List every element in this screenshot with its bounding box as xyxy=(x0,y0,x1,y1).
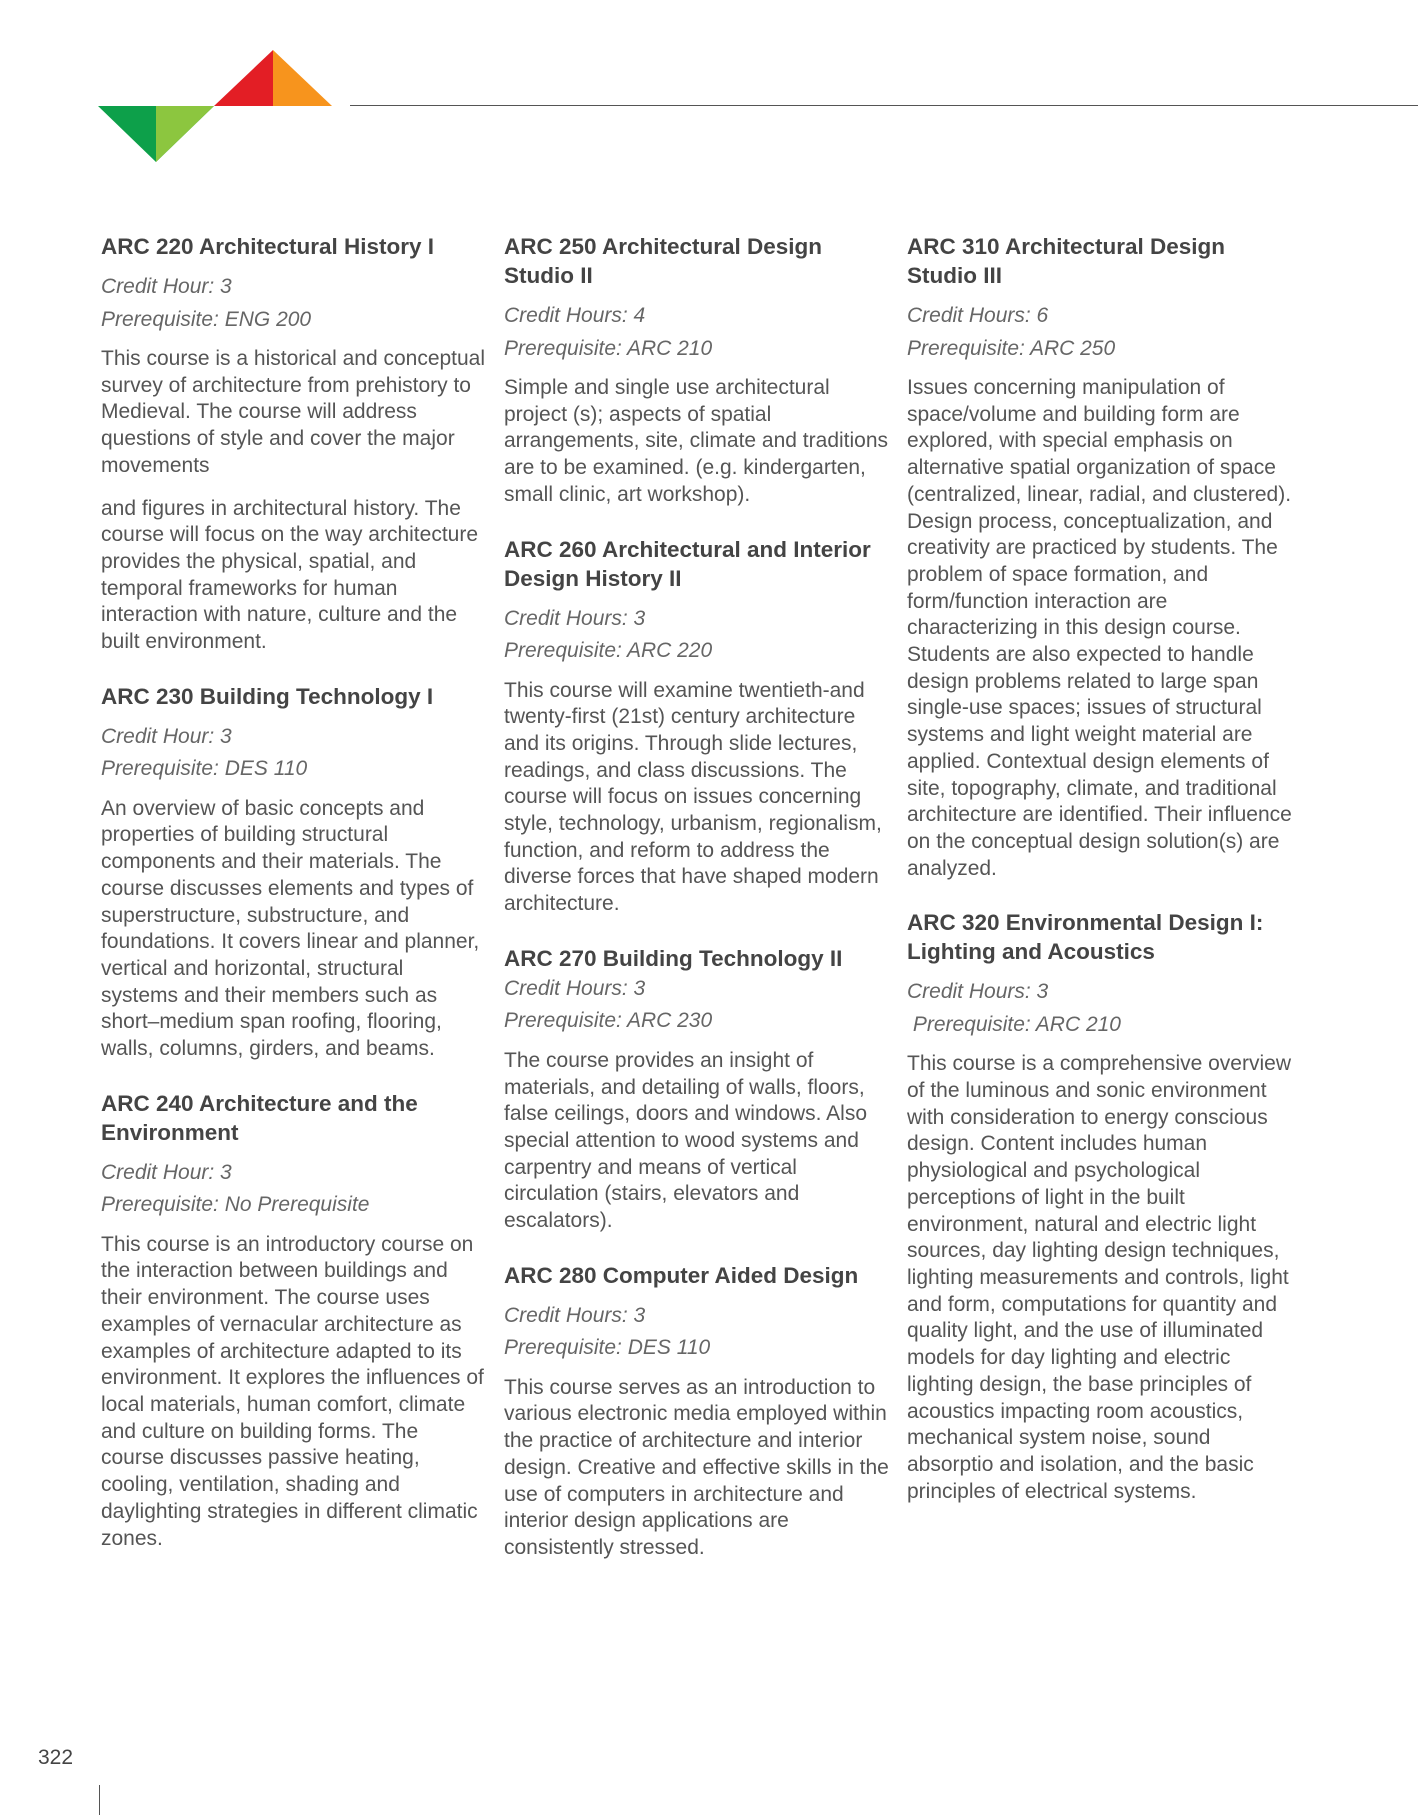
course-title: ARC 270 Building Technology II xyxy=(504,945,843,971)
header-rule xyxy=(350,105,1418,106)
course-title: ARC 310 Architectural Design Studio III xyxy=(907,234,1226,288)
credit-hours: Credit Hour: 3 xyxy=(101,1160,232,1184)
page-number: 322 xyxy=(38,1746,74,1769)
prerequisite: Prerequisite: DES 110 xyxy=(101,757,308,781)
course-arc-260 xyxy=(504,535,889,918)
course-title: ARC 260 Architectural and Interior Design History II xyxy=(504,536,871,591)
course-description: Issues concerning manipulation of space/volume and building form are explored, with special emphasis on alternative spatial organization of space (centralized, linear, radial, and clustered). Design process, conceptualization, and creativity are practiced by students. The problem of space formation, and form/function interaction are characterizing in this design course. Students are also expected to handle design problems related to large span single-use spaces; issues of structural systems and light weight material are applied. Contextual design elements of site, topography, climate, and traditional architecture are identified. Their influence on the conceptual design solution(s) are analyzed. xyxy=(907,376,1292,880)
course-column-2 xyxy=(504,232,889,1588)
prerequisite: Prerequisite: ARC 220 xyxy=(504,639,713,663)
course-title: ARC 230 Building Technology I xyxy=(101,683,434,709)
credit-hours: Credit Hour: 3 xyxy=(101,724,232,748)
course-description: This course serves as an introduction to various electronic media employed within the practice of architecture and interior design. Creative and effective skills in the use of computers in architecture and interior design applications are consistently stressed. xyxy=(504,1375,889,1559)
credit-hours: Credit Hours: 4 xyxy=(504,304,646,327)
course-column-1 xyxy=(101,232,486,1578)
red-triangle xyxy=(214,50,273,106)
course-description: An overview of basic concepts and properties of building structural components and their materials. The course discusses elements and types of superstructure, substructure, and foundations. It covers linear and planner, vertical and horizontal, structural systems and their members such as short–medium span roofing, flooring, walls, columns, girders, and beams. xyxy=(101,796,480,1061)
course-title: ARC 240 Architecture and the Environment xyxy=(101,1090,418,1145)
course-description: Simple and single use architectural project (s); aspects of spatial arrangements, site, climate and traditions are to be examined. (e.g. kindergarten, small clinic, art workshop). xyxy=(504,376,889,506)
course-column-3 xyxy=(907,232,1292,1531)
prerequisite: Prerequisite: ARC 210 xyxy=(504,336,713,360)
prerequisite: Prerequisite: No Prerequisite xyxy=(101,1193,370,1217)
course-arc-230 xyxy=(101,682,486,1063)
credit-hours: Credit Hours: 6 xyxy=(907,304,1049,327)
orange-triangle xyxy=(273,50,332,106)
footer-rule xyxy=(99,1785,100,1815)
course-description: This course is an introductory course on the interaction between buildings and their environment. The course uses examples of vernacular architecture as examples of architecture adapted to its environment. It explores the influences of local materials, human comfort, climate and culture on building forms. The course discusses passive heating, cooling, ventilation, shading and daylighting strategies in different climatic zones. xyxy=(101,1232,484,1550)
prerequisite: Prerequisite: DES 110 xyxy=(504,1336,711,1360)
credit-hours: Credit Hours: 3 xyxy=(907,980,1049,1004)
credit-hours: Credit Hour: 3 xyxy=(101,275,232,298)
prerequisite: Prerequisite: ENG 200 xyxy=(101,307,312,331)
course-title: ARC 220 Architectural History I xyxy=(101,234,435,259)
course-arc-280 xyxy=(504,1261,889,1562)
course-title: ARC 280 Computer Aided Design xyxy=(504,1262,859,1288)
course-description: This course will examine twentieth-and twenty-first (21st) century architecture and its origins. Through slide lectures, readings, and class discussions. The course will focus on issues concerning style, technology, urbanism, regionalism, function, and reform to address the diverse forces that have shaped modern architecture. xyxy=(504,678,882,916)
credit-hours: Credit Hours: 3 xyxy=(504,976,646,1000)
course-arc-240 xyxy=(101,1089,486,1552)
course-arc-220 xyxy=(101,232,486,656)
course-arc-250 xyxy=(504,232,889,509)
course-description: The course provides an insight of materials, and detailing of walls, floors, false ceilings, doors and windows. Also special attention to wood systems and carpentry and means of vertical circulation (stairs, elevators and escalators). xyxy=(504,1048,868,1233)
course-description: This course is a comprehensive overview of the luminous and sonic environment with consideration to energy conscious design. Content includes human physiological and psychological perceptions of light in the built environment, natural and electric light sources, day lighting design techniques, lighting measurements and controls, light and form, computations for quantity and quality light, and the use of illuminated models for day lighting and electric lighting design, the base principles of acoustics impacting room acoustics, mechanical system noise, sound absorptio and isolation, and the basic principles of electrical systems. xyxy=(907,1052,1291,1503)
course-arc-270 xyxy=(504,944,889,1235)
prerequisite: Prerequisite: ARC 210 xyxy=(907,1012,1121,1036)
prerequisite: Prerequisite: ARC 250 xyxy=(907,336,1116,360)
course-description-continued: and figures in architectural history. The course will focus on the way architecture provides the physical, spatial, and temporal frameworks for human interaction with nature, culture and the built environment. xyxy=(101,496,479,654)
course-arc-320 xyxy=(907,908,1292,1505)
course-title: ARC 320 Environmental Design I: Lighting and Acoustics xyxy=(907,910,1264,965)
course-description: This course is a historical and conceptual survey of architecture from prehistory to Medieval. The course will address questions of style and cover the major movements xyxy=(101,347,486,477)
course-title: ARC 250 Architectural Design Studio II xyxy=(504,234,823,288)
credit-hours: Credit Hours: 3 xyxy=(504,606,646,630)
credit-hours: Credit Hours: 3 xyxy=(504,1303,646,1327)
brand-triangles-logo xyxy=(98,50,338,162)
light-green-triangle xyxy=(156,106,214,162)
course-arc-310 xyxy=(907,232,1292,882)
prerequisite: Prerequisite: ARC 230 xyxy=(504,1009,713,1033)
